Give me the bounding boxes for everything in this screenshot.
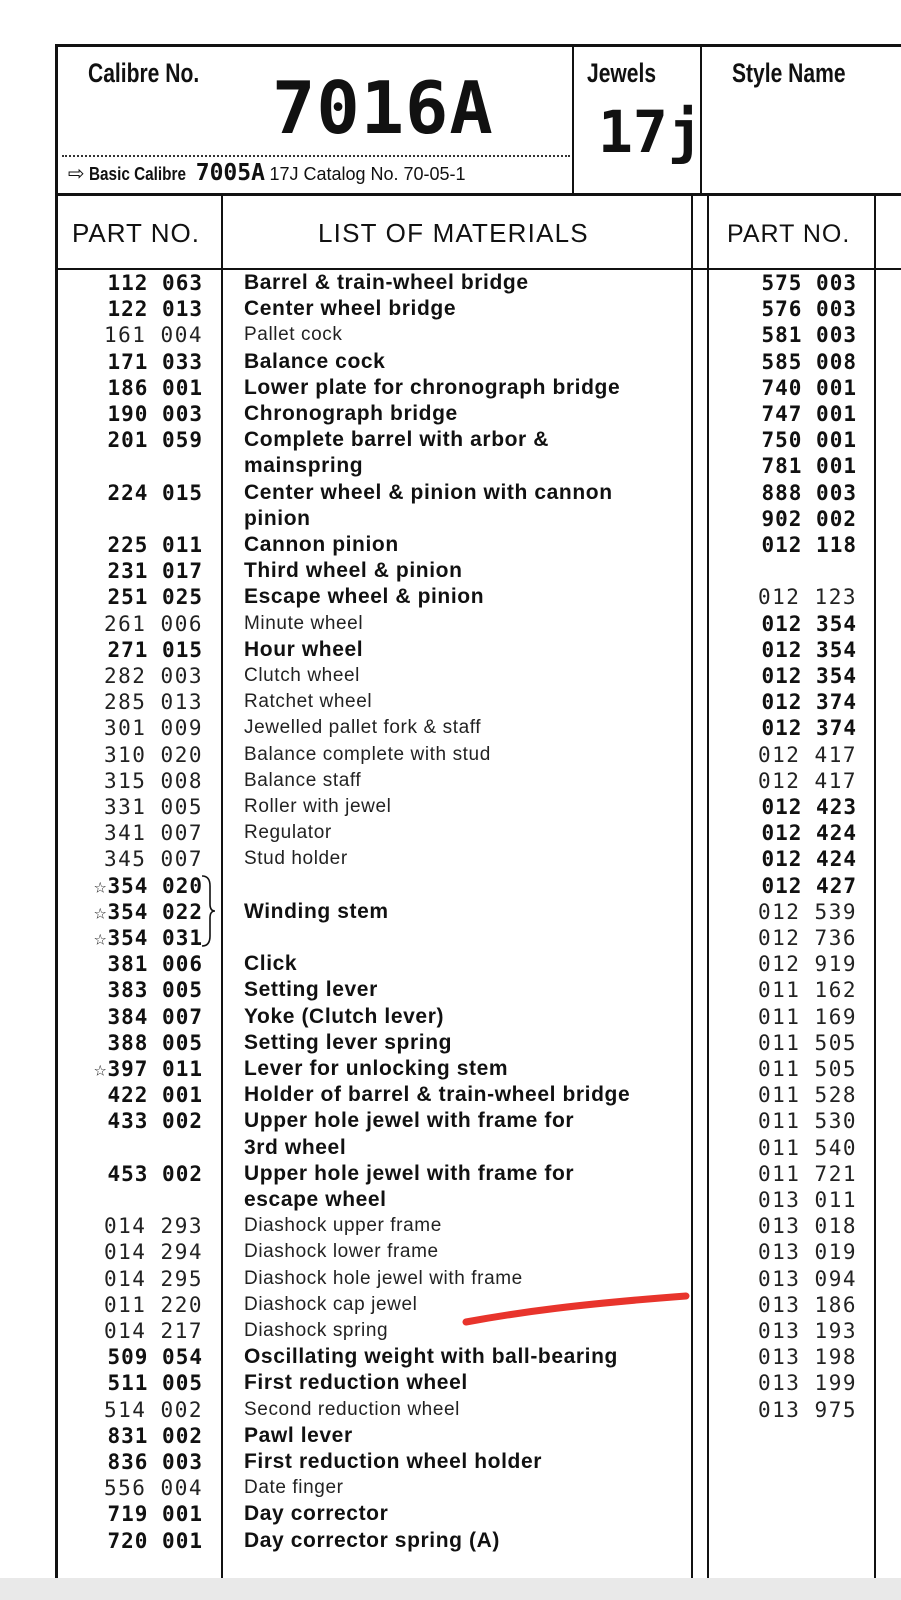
material-description: Lower plate for chronograph bridge bbox=[244, 375, 621, 399]
material-description: Complete barrel with arbor & bbox=[244, 428, 550, 452]
part-number: 014 295 bbox=[103, 1266, 203, 1291]
part-number: 013 199 bbox=[757, 1371, 857, 1396]
part-number: 011 530 bbox=[757, 1109, 857, 1134]
material-description: pinion bbox=[244, 506, 311, 530]
material-description: Lever for unlocking stem bbox=[244, 1057, 509, 1080]
header-divider-jewels bbox=[572, 44, 574, 194]
material-description: Holder of barrel & train-wheel bridge bbox=[244, 1083, 631, 1107]
part-number: 011 162 bbox=[757, 978, 857, 1003]
part-number: 345 007 bbox=[103, 847, 203, 872]
material-description: Hour wheel bbox=[244, 637, 364, 661]
material-description: Diashock cap jewel bbox=[244, 1293, 418, 1315]
frame-top bbox=[55, 44, 901, 47]
winding-stem-brace bbox=[200, 874, 218, 948]
part-number: 186 001 bbox=[107, 375, 203, 400]
part-number: 201 059 bbox=[107, 428, 203, 453]
part-number: 012 354 bbox=[761, 664, 857, 688]
basic-calibre-catalog: 17J Catalog No. 70-05-1 bbox=[269, 164, 466, 184]
jewels-label: Jewels bbox=[587, 58, 657, 88]
material-description: Setting lever spring bbox=[244, 1030, 453, 1054]
header-bottom bbox=[55, 193, 901, 196]
part-number: 013 198 bbox=[757, 1345, 857, 1370]
material-description: Date finger bbox=[244, 1477, 344, 1499]
part-number: 511 005 bbox=[107, 1371, 203, 1396]
right-part-numbers bbox=[709, 270, 857, 1600]
material-description: Barrel & train-wheel bridge bbox=[244, 271, 529, 294]
material-description: Diashock spring bbox=[244, 1320, 389, 1341]
part-number: 013 094 bbox=[757, 1266, 857, 1291]
material-description: Balance complete with stud bbox=[244, 743, 491, 765]
part-number: 012 417 bbox=[757, 768, 857, 793]
part-number: 301 009 bbox=[103, 716, 203, 741]
part-number: ☆354 020 bbox=[93, 873, 203, 898]
part-number: 013 011 bbox=[757, 1188, 857, 1212]
material-description: Cannon pinion bbox=[244, 533, 399, 556]
part-number: 012 423 bbox=[761, 795, 857, 819]
basic-calibre-line bbox=[68, 160, 466, 186]
part-number: 285 013 bbox=[103, 690, 203, 715]
part-number: 750 001 bbox=[761, 428, 857, 453]
part-number: 781 001 bbox=[761, 454, 857, 479]
part-number: 509 054 bbox=[107, 1345, 203, 1370]
part-number: 556 004 bbox=[103, 1476, 203, 1501]
material-description: mainspring bbox=[244, 454, 364, 478]
part-number: 012 919 bbox=[757, 952, 857, 977]
material-description: Day corrector spring (A) bbox=[244, 1528, 500, 1552]
material-description: Diashock hole jewel with frame bbox=[244, 1267, 523, 1289]
material-description: Upper hole jewel with frame for bbox=[244, 1109, 575, 1133]
material-description: Second reduction wheel bbox=[244, 1398, 461, 1420]
style-name-label: Style Name bbox=[732, 58, 846, 88]
part-number: 012 118 bbox=[761, 533, 857, 557]
part-number: ☆397 011 bbox=[93, 1057, 203, 1081]
material-description: 3rd wheel bbox=[244, 1135, 347, 1159]
material-description: Ratchet wheel bbox=[244, 691, 373, 713]
material-description: First reduction wheel bbox=[244, 1371, 468, 1395]
part-number: 381 006 bbox=[107, 952, 203, 977]
part-number: 014 294 bbox=[103, 1240, 203, 1265]
column-divider-3 bbox=[874, 196, 876, 1600]
basic-calibre-dotted-rule bbox=[62, 155, 570, 157]
col-header-part-no-right: PART NO. bbox=[727, 220, 851, 248]
part-number: 122 013 bbox=[107, 297, 203, 322]
material-description: Clutch wheel bbox=[244, 665, 360, 686]
part-number: 012 374 bbox=[761, 690, 857, 715]
material-description: Minute wheel bbox=[244, 612, 364, 634]
part-number: 011 169 bbox=[757, 1004, 857, 1029]
part-number: 261 006 bbox=[103, 611, 203, 636]
material-description: Pawl lever bbox=[244, 1423, 353, 1447]
part-number: 011 505 bbox=[757, 1057, 857, 1081]
material-description: Stud holder bbox=[244, 848, 348, 870]
part-number: 585 008 bbox=[761, 349, 857, 374]
material-description: Day corrector bbox=[244, 1502, 389, 1526]
material-description: Balance cock bbox=[244, 349, 386, 373]
col-header-list-of-materials: LIST OF MATERIALS bbox=[318, 218, 589, 248]
part-number: 014 217 bbox=[103, 1319, 203, 1343]
part-number: 581 003 bbox=[761, 323, 857, 348]
part-number: 012 539 bbox=[757, 899, 857, 924]
material-description: escape wheel bbox=[244, 1188, 387, 1211]
column-divider-1 bbox=[221, 196, 223, 1600]
part-number: 310 020 bbox=[103, 742, 203, 767]
part-number: 012 374 bbox=[761, 716, 857, 741]
part-number: 719 001 bbox=[107, 1502, 203, 1527]
part-number: 011 220 bbox=[103, 1292, 203, 1317]
material-description: Upper hole jewel with frame for bbox=[244, 1161, 575, 1185]
part-number: 012 123 bbox=[757, 585, 857, 610]
part-number: 384 007 bbox=[107, 1004, 203, 1029]
part-number: 012 354 bbox=[761, 611, 857, 636]
material-description: Balance staff bbox=[244, 769, 362, 791]
part-number: 831 002 bbox=[107, 1423, 203, 1448]
material-description: Oscillating weight with ball-bearing bbox=[244, 1345, 618, 1369]
part-number: 902 002 bbox=[761, 506, 857, 531]
part-number: ☆354 022 bbox=[93, 899, 203, 924]
part-number: 740 001 bbox=[761, 375, 857, 400]
part-number: 012 424 bbox=[761, 847, 857, 872]
part-number: 011 540 bbox=[757, 1135, 857, 1160]
part-number: 282 003 bbox=[103, 664, 203, 688]
part-number: 315 008 bbox=[103, 768, 203, 793]
part-number: 575 003 bbox=[761, 271, 857, 295]
material-description: Pallet cock bbox=[244, 324, 343, 346]
part-number: 422 001 bbox=[107, 1083, 203, 1108]
part-number: 012 417 bbox=[757, 742, 857, 767]
material-description: First reduction wheel holder bbox=[244, 1450, 543, 1473]
part-number: 012 424 bbox=[761, 821, 857, 846]
material-description: Diashock lower frame bbox=[244, 1241, 439, 1263]
part-number: 012 427 bbox=[761, 873, 857, 898]
left-part-numbers bbox=[58, 270, 203, 1600]
red-highlight-stroke bbox=[460, 1288, 692, 1330]
part-number: 836 003 bbox=[107, 1450, 203, 1474]
material-description: Roller with jewel bbox=[244, 796, 392, 817]
part-number: 576 003 bbox=[761, 297, 857, 322]
material-description: Setting lever bbox=[244, 978, 378, 1002]
jewels-value: 17j bbox=[598, 98, 703, 166]
part-number: 012 736 bbox=[757, 926, 857, 950]
part-number: 271 015 bbox=[107, 637, 203, 662]
column-divider-2a bbox=[691, 196, 693, 1600]
arrow-right-icon: ⇨ bbox=[68, 161, 85, 185]
part-number: 514 002 bbox=[103, 1397, 203, 1422]
part-number: 331 005 bbox=[103, 795, 203, 819]
material-description: Third wheel & pinion bbox=[244, 559, 463, 583]
calibre-number: 7016A bbox=[272, 66, 494, 150]
part-number: 888 003 bbox=[761, 480, 857, 505]
material-description: Center wheel bridge bbox=[244, 297, 457, 321]
part-number: 231 017 bbox=[107, 559, 203, 584]
part-number: 720 001 bbox=[107, 1528, 203, 1553]
part-number: 453 002 bbox=[107, 1161, 203, 1186]
part-number: 012 354 bbox=[761, 637, 857, 662]
part-number: 171 033 bbox=[107, 349, 203, 374]
material-description: Chronograph bridge bbox=[244, 402, 458, 425]
part-number: 011 721 bbox=[757, 1161, 857, 1186]
basic-calibre-number: 7005A bbox=[195, 160, 265, 186]
part-number: 747 001 bbox=[761, 402, 857, 426]
material-description: Center wheel & pinion with cannon bbox=[244, 480, 613, 504]
part-number: 013 018 bbox=[757, 1214, 857, 1239]
part-number: 013 193 bbox=[757, 1319, 857, 1343]
part-number: 011 528 bbox=[757, 1083, 857, 1108]
part-number: 225 011 bbox=[107, 533, 203, 557]
part-number: 224 015 bbox=[107, 480, 203, 505]
part-number: 112 063 bbox=[107, 271, 203, 295]
part-number: 011 505 bbox=[757, 1030, 857, 1055]
part-number: 161 004 bbox=[103, 323, 203, 348]
material-descriptions bbox=[244, 270, 689, 1600]
basic-calibre-label: Basic Calibre bbox=[89, 164, 187, 184]
part-number: 341 007 bbox=[103, 821, 203, 846]
calibre-label: Calibre No. bbox=[88, 58, 200, 88]
material-description: Diashock upper frame bbox=[244, 1215, 442, 1237]
part-number: 013 019 bbox=[757, 1240, 857, 1265]
material-description: Winding stem bbox=[244, 899, 389, 923]
col-header-part-no: PART NO. bbox=[72, 218, 200, 248]
part-number: 013 975 bbox=[757, 1397, 857, 1422]
part-number: 251 025 bbox=[107, 585, 203, 610]
part-number: 388 005 bbox=[107, 1030, 203, 1055]
material-description: Regulator bbox=[244, 822, 332, 844]
material-description: Jewelled pallet fork & staff bbox=[244, 717, 482, 739]
material-description: Escape wheel & pinion bbox=[244, 585, 485, 609]
part-number: ☆354 031 bbox=[93, 926, 203, 950]
part-number: 013 186 bbox=[757, 1292, 857, 1317]
material-description: Yoke (Clutch lever) bbox=[244, 1004, 445, 1028]
part-number: 014 293 bbox=[103, 1214, 203, 1239]
part-number: 383 005 bbox=[107, 978, 203, 1003]
part-number: 433 002 bbox=[107, 1109, 203, 1134]
material-description: Click bbox=[244, 952, 298, 976]
part-number: 190 003 bbox=[107, 402, 203, 426]
